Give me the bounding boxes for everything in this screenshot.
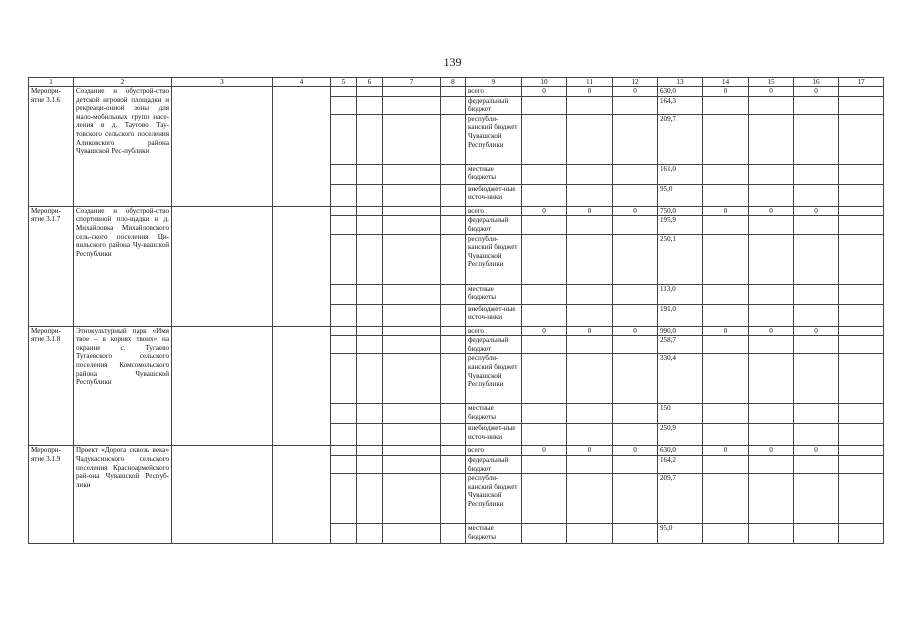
- empty-cell: [357, 326, 383, 336]
- column-number-header: 3: [172, 78, 273, 87]
- value-cell: [749, 234, 794, 284]
- value-cell: [613, 234, 658, 284]
- amount-cell: 164,3: [658, 96, 703, 114]
- measure-description: Проект «Дорога сквозь века» Чадукасинского сельского поселения Красноармейского рай-она Чувашской Респуб-лики: [74, 446, 172, 544]
- empty-cell: [839, 304, 884, 326]
- value-cell: [522, 424, 567, 446]
- value-cell: [703, 455, 749, 473]
- value-cell: [703, 304, 749, 326]
- empty-cell: [383, 326, 441, 336]
- empty-cell: [357, 404, 383, 424]
- column-number-header: 7: [383, 78, 441, 87]
- value-cell: [703, 474, 749, 524]
- value-cell: [749, 424, 794, 446]
- value-cell: [567, 524, 613, 544]
- value-cell: [703, 164, 749, 184]
- empty-cell: [357, 524, 383, 544]
- empty-cell: [357, 234, 383, 284]
- value-cell: [567, 404, 613, 424]
- amount-cell: 990,0: [658, 326, 703, 336]
- amount-cell: 250,1: [658, 234, 703, 284]
- empty-cell: [172, 87, 273, 207]
- empty-cell: [383, 234, 441, 284]
- value-cell: [567, 234, 613, 284]
- value-cell: [613, 184, 658, 206]
- empty-cell: [357, 424, 383, 446]
- empty-cell: [839, 114, 884, 164]
- value-cell: [749, 524, 794, 544]
- value-cell: [749, 354, 794, 404]
- empty-cell: [839, 284, 884, 304]
- amount-cell: 250,9: [658, 424, 703, 446]
- value-cell: [703, 524, 749, 544]
- empty-cell: [331, 326, 357, 336]
- empty-cell: [839, 336, 884, 354]
- value-cell: 0: [703, 326, 749, 336]
- empty-cell: [331, 114, 357, 164]
- value-cell: [522, 336, 567, 354]
- column-number-header: 12: [613, 78, 658, 87]
- empty-cell: [331, 87, 357, 97]
- empty-cell: [172, 326, 273, 446]
- empty-cell: [441, 424, 466, 446]
- column-number-header: 15: [749, 78, 794, 87]
- funding-source: федеральный бюджет: [466, 336, 522, 354]
- funding-source: местные бюджеты: [466, 404, 522, 424]
- empty-cell: [441, 336, 466, 354]
- empty-cell: [357, 114, 383, 164]
- value-cell: [703, 96, 749, 114]
- value-cell: 0: [703, 446, 749, 456]
- funding-source: федеральный бюджет: [466, 216, 522, 234]
- empty-cell: [383, 455, 441, 473]
- empty-cell: [839, 446, 884, 456]
- value-cell: 0: [749, 206, 794, 216]
- empty-cell: [331, 455, 357, 473]
- value-cell: [794, 424, 839, 446]
- value-cell: [567, 114, 613, 164]
- value-cell: [749, 184, 794, 206]
- value-cell: [613, 96, 658, 114]
- value-cell: [749, 96, 794, 114]
- measure-description: Создание и обустрой-ство детской игровой площадки и рекреаци-онной зоны для мало-мобильных групп насе-ления в д. Таутово Тау-товского сельского поселения Аликовского района Чувашской Рес-публики: [74, 87, 172, 207]
- empty-cell: [357, 206, 383, 216]
- value-cell: [522, 404, 567, 424]
- value-cell: 0: [749, 326, 794, 336]
- empty-cell: [839, 164, 884, 184]
- value-cell: [522, 114, 567, 164]
- empty-cell: [331, 424, 357, 446]
- empty-cell: [357, 96, 383, 114]
- funding-source: внебюджет-ные источ-ники: [466, 424, 522, 446]
- value-cell: [522, 524, 567, 544]
- value-cell: 0: [794, 326, 839, 336]
- empty-cell: [331, 284, 357, 304]
- empty-cell: [441, 474, 466, 524]
- empty-cell: [839, 474, 884, 524]
- amount-cell: 630,0: [658, 87, 703, 97]
- value-cell: [613, 114, 658, 164]
- value-cell: [703, 284, 749, 304]
- value-cell: [613, 164, 658, 184]
- empty-cell: [331, 164, 357, 184]
- value-cell: [567, 354, 613, 404]
- empty-cell: [839, 404, 884, 424]
- value-cell: 0: [522, 206, 567, 216]
- amount-cell: 209,7: [658, 114, 703, 164]
- value-cell: [522, 474, 567, 524]
- value-cell: 0: [703, 206, 749, 216]
- empty-cell: [839, 455, 884, 473]
- value-cell: [749, 455, 794, 473]
- value-cell: 0: [613, 326, 658, 336]
- table-row: [29, 206, 884, 216]
- amount-cell: 630,0: [658, 446, 703, 456]
- value-cell: [794, 354, 839, 404]
- value-cell: 0: [522, 326, 567, 336]
- column-number-header: 1: [29, 78, 74, 87]
- amount-cell: 150: [658, 404, 703, 424]
- column-number-row: [29, 78, 884, 87]
- funding-source: республи-канский бюджет Чувашской Республики: [466, 474, 522, 524]
- empty-cell: [441, 446, 466, 456]
- empty-cell: [383, 524, 441, 544]
- measure-code: Меропри-ятие 3.1.6: [29, 87, 74, 207]
- empty-cell: [357, 284, 383, 304]
- empty-cell: [172, 446, 273, 544]
- empty-cell: [383, 474, 441, 524]
- empty-cell: [383, 164, 441, 184]
- empty-cell: [383, 304, 441, 326]
- empty-cell: [357, 184, 383, 206]
- funding-source: местные бюджеты: [466, 284, 522, 304]
- empty-cell: [383, 114, 441, 164]
- value-cell: [794, 114, 839, 164]
- value-cell: [522, 184, 567, 206]
- value-cell: [613, 474, 658, 524]
- value-cell: [794, 336, 839, 354]
- empty-cell: [839, 234, 884, 284]
- value-cell: [522, 96, 567, 114]
- value-cell: [749, 164, 794, 184]
- value-cell: [567, 164, 613, 184]
- empty-cell: [441, 284, 466, 304]
- value-cell: [522, 216, 567, 234]
- empty-cell: [331, 404, 357, 424]
- amount-cell: 258,7: [658, 336, 703, 354]
- funding-source: республи-канский бюджет Чувашской Республики: [466, 234, 522, 284]
- empty-cell: [441, 304, 466, 326]
- value-cell: [567, 184, 613, 206]
- value-cell: [567, 96, 613, 114]
- funding-source: внебюджет-ные источ-ники: [466, 304, 522, 326]
- value-cell: 0: [613, 446, 658, 456]
- value-cell: 0: [613, 206, 658, 216]
- funding-source: республи-канский бюджет Чувашской Республики: [466, 114, 522, 164]
- value-cell: [703, 354, 749, 404]
- value-cell: 0: [794, 87, 839, 97]
- column-number-header: 6: [357, 78, 383, 87]
- empty-cell: [383, 87, 441, 97]
- value-cell: [567, 304, 613, 326]
- empty-cell: [839, 424, 884, 446]
- empty-cell: [441, 404, 466, 424]
- empty-cell: [441, 184, 466, 206]
- funding-source: федеральный бюджет: [466, 455, 522, 473]
- table-row: [29, 87, 884, 97]
- value-cell: [613, 455, 658, 473]
- value-cell: [613, 524, 658, 544]
- empty-cell: [273, 446, 331, 544]
- funding-source: всего: [466, 87, 522, 97]
- value-cell: [794, 96, 839, 114]
- empty-cell: [357, 354, 383, 404]
- column-number-header: 17: [839, 78, 884, 87]
- value-cell: [567, 455, 613, 473]
- value-cell: [703, 424, 749, 446]
- column-number-header: 11: [567, 78, 613, 87]
- empty-cell: [839, 354, 884, 404]
- value-cell: 0: [567, 206, 613, 216]
- funding-source: местные бюджеты: [466, 164, 522, 184]
- value-cell: 0: [613, 87, 658, 97]
- value-cell: [794, 234, 839, 284]
- empty-cell: [273, 87, 331, 207]
- value-cell: [749, 474, 794, 524]
- value-cell: [794, 524, 839, 544]
- value-cell: [749, 114, 794, 164]
- empty-cell: [172, 206, 273, 326]
- value-cell: 0: [522, 446, 567, 456]
- empty-cell: [441, 234, 466, 284]
- value-cell: [703, 336, 749, 354]
- measure-code: Меропри-ятие 3.1.9: [29, 446, 74, 544]
- empty-cell: [331, 206, 357, 216]
- empty-cell: [441, 164, 466, 184]
- empty-cell: [383, 206, 441, 216]
- empty-cell: [839, 96, 884, 114]
- empty-cell: [441, 87, 466, 97]
- table-row: [29, 326, 884, 336]
- empty-cell: [383, 424, 441, 446]
- measure-code: Меропри-ятие 3.1.8: [29, 326, 74, 446]
- empty-cell: [357, 474, 383, 524]
- empty-cell: [357, 446, 383, 456]
- value-cell: [749, 284, 794, 304]
- value-cell: [522, 164, 567, 184]
- value-cell: [703, 234, 749, 284]
- column-number-header: 13: [658, 78, 703, 87]
- empty-cell: [839, 524, 884, 544]
- value-cell: [522, 284, 567, 304]
- value-cell: [522, 354, 567, 404]
- amount-cell: 164,2: [658, 455, 703, 473]
- measure-description: Этнокультурный парк «Имя твое – в корнях твоих» на окраине с. Тугаево Тугаевского сельского поселения Комсомольского района Чувашской Республики: [74, 326, 172, 446]
- empty-cell: [839, 216, 884, 234]
- empty-cell: [441, 326, 466, 336]
- empty-cell: [383, 404, 441, 424]
- value-cell: [703, 184, 749, 206]
- empty-cell: [383, 354, 441, 404]
- page-number: 139: [443, 55, 462, 69]
- value-cell: [522, 234, 567, 284]
- empty-cell: [383, 184, 441, 206]
- table-row: [29, 446, 884, 456]
- empty-cell: [839, 326, 884, 336]
- value-cell: [749, 304, 794, 326]
- amount-cell: 113,0: [658, 284, 703, 304]
- empty-cell: [383, 284, 441, 304]
- column-number-header: 14: [703, 78, 749, 87]
- value-cell: [613, 424, 658, 446]
- value-cell: [522, 455, 567, 473]
- empty-cell: [383, 446, 441, 456]
- value-cell: [794, 304, 839, 326]
- empty-cell: [441, 216, 466, 234]
- column-number-header: 4: [273, 78, 331, 87]
- empty-cell: [331, 96, 357, 114]
- column-number-header: 5: [331, 78, 357, 87]
- value-cell: [567, 216, 613, 234]
- amount-cell: 750,0: [658, 206, 703, 216]
- empty-cell: [357, 336, 383, 354]
- value-cell: 0: [749, 446, 794, 456]
- amount-cell: 191,0: [658, 304, 703, 326]
- value-cell: [749, 336, 794, 354]
- empty-cell: [839, 87, 884, 97]
- empty-cell: [331, 524, 357, 544]
- value-cell: [794, 474, 839, 524]
- funding-source: всего: [466, 446, 522, 456]
- value-cell: [749, 216, 794, 234]
- empty-cell: [383, 336, 441, 354]
- value-cell: [613, 404, 658, 424]
- empty-cell: [441, 354, 466, 404]
- empty-cell: [331, 234, 357, 284]
- funding-source: федеральный бюджет: [466, 96, 522, 114]
- value-cell: [749, 404, 794, 424]
- value-cell: 0: [794, 446, 839, 456]
- budget-table: [28, 77, 884, 544]
- empty-cell: [441, 524, 466, 544]
- value-cell: [567, 284, 613, 304]
- measure-description: Создание и обустрой-ство спортивной пло-щадки в д. Михайловка Михайловского сель-ского поселения Ци-вильского района Чу-вашской Республики: [74, 206, 172, 326]
- value-cell: [613, 216, 658, 234]
- funding-source: всего: [466, 206, 522, 216]
- amount-cell: 209,7: [658, 474, 703, 524]
- empty-cell: [357, 304, 383, 326]
- empty-cell: [383, 96, 441, 114]
- empty-cell: [357, 216, 383, 234]
- empty-cell: [331, 446, 357, 456]
- empty-cell: [357, 455, 383, 473]
- empty-cell: [331, 336, 357, 354]
- value-cell: 0: [567, 446, 613, 456]
- funding-source: всего: [466, 326, 522, 336]
- value-cell: 0: [567, 326, 613, 336]
- value-cell: [794, 164, 839, 184]
- empty-cell: [331, 184, 357, 206]
- amount-cell: 195,9: [658, 216, 703, 234]
- column-number-header: 10: [522, 78, 567, 87]
- empty-cell: [441, 455, 466, 473]
- value-cell: [794, 216, 839, 234]
- value-cell: [613, 284, 658, 304]
- value-cell: [794, 184, 839, 206]
- value-cell: [794, 455, 839, 473]
- value-cell: [794, 404, 839, 424]
- empty-cell: [357, 164, 383, 184]
- column-number-header: 9: [466, 78, 522, 87]
- empty-cell: [441, 96, 466, 114]
- amount-cell: 330,4: [658, 354, 703, 404]
- value-cell: 0: [749, 87, 794, 97]
- value-cell: 0: [567, 87, 613, 97]
- amount-cell: 95,0: [658, 524, 703, 544]
- value-cell: 0: [703, 87, 749, 97]
- amount-cell: 161,0: [658, 164, 703, 184]
- empty-cell: [273, 206, 331, 326]
- funding-source: местные бюджеты: [466, 524, 522, 544]
- funding-source: республи-канский бюджет Чувашской Республики: [466, 354, 522, 404]
- column-number-header: 8: [441, 78, 466, 87]
- column-number-header: 16: [794, 78, 839, 87]
- measure-code: Меропри-ятие 3.1.7: [29, 206, 74, 326]
- value-cell: [794, 284, 839, 304]
- column-number-header: 2: [74, 78, 172, 87]
- value-cell: [567, 336, 613, 354]
- amount-cell: 95,0: [658, 184, 703, 206]
- empty-cell: [331, 304, 357, 326]
- value-cell: [703, 216, 749, 234]
- value-cell: [703, 114, 749, 164]
- empty-cell: [331, 354, 357, 404]
- value-cell: [613, 336, 658, 354]
- value-cell: [703, 404, 749, 424]
- empty-cell: [331, 474, 357, 524]
- funding-source: внебюджет-ные источ-ники: [466, 184, 522, 206]
- value-cell: [613, 354, 658, 404]
- empty-cell: [357, 87, 383, 97]
- value-cell: 0: [522, 87, 567, 97]
- empty-cell: [441, 114, 466, 164]
- empty-cell: [273, 326, 331, 446]
- value-cell: [613, 304, 658, 326]
- value-cell: [567, 424, 613, 446]
- empty-cell: [331, 216, 357, 234]
- empty-cell: [383, 216, 441, 234]
- value-cell: 0: [794, 206, 839, 216]
- empty-cell: [441, 206, 466, 216]
- value-cell: [567, 474, 613, 524]
- empty-cell: [839, 184, 884, 206]
- empty-cell: [839, 206, 884, 216]
- value-cell: [522, 304, 567, 326]
